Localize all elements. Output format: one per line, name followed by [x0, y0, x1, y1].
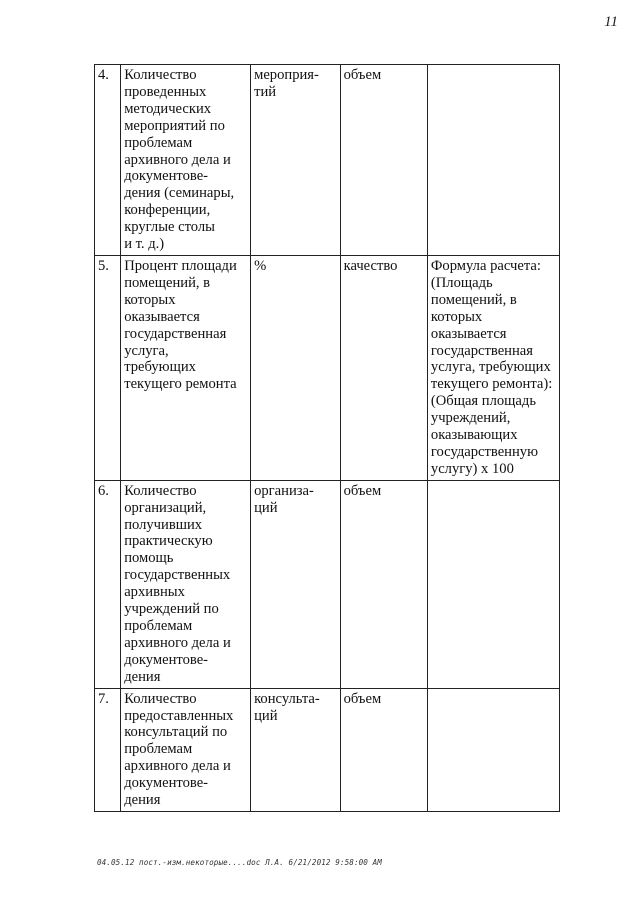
unit-of-measure: мероприя- тий	[254, 67, 319, 100]
table-row	[95, 480, 560, 688]
indicator-name: Процент площади помещений, в которых оказывается государственная услуга, требующих текущего ремонта	[124, 257, 237, 393]
indicator-type-cell	[340, 65, 427, 256]
table-row	[95, 65, 560, 256]
unit-cell	[251, 688, 341, 811]
indicator-name-cell	[121, 480, 251, 688]
formula-cell	[427, 255, 559, 480]
indicators-table	[94, 64, 560, 812]
indicator-type: объем	[343, 482, 382, 499]
formula: Формула расчета: (Площадь помещений, в которых оказывается государственная услуга, требующих текущего ремонта): (Общая площадь учреждений, оказывающих государственную услугу) х 100	[430, 257, 553, 477]
table-row	[95, 688, 560, 811]
unit-of-measure: консульта- ций	[254, 690, 320, 724]
indicator-type-cell	[340, 688, 427, 811]
indicator-name: Количество проведенных методических мероприятий по проблемам архивного дела и документове- дения (семинары, конференции, круглые столы и т. д.)	[124, 67, 235, 253]
document-footer: 04.05.12 пост.-изм.некоторые....doc Л.А. 6/21/2012 9:58:00 AM	[97, 858, 382, 867]
table-row	[95, 255, 560, 480]
row-number: 7.	[98, 690, 109, 707]
indicator-type-cell	[340, 480, 427, 688]
indicator-type: объем	[343, 67, 382, 83]
row-number: 6.	[98, 482, 109, 499]
formula-cell	[427, 688, 559, 811]
indicator-name: Количество предоставленных консультаций по проблемам архивного дела и документове- дения	[124, 690, 234, 809]
indicator-name: Количество организаций, получивших практическую помощь государственных архивных учреждений по проблемам архивного дела и документове- дения	[124, 482, 231, 685]
page-number: 11	[604, 14, 618, 30]
indicator-name-cell	[121, 255, 251, 480]
unit-of-measure: организа- ций	[254, 482, 314, 516]
row-number-cell	[95, 480, 121, 688]
formula-cell	[427, 480, 559, 688]
formula-cell	[427, 65, 559, 256]
unit-of-measure: %	[254, 257, 267, 274]
row-number-cell	[95, 65, 121, 256]
row-number-cell	[95, 688, 121, 811]
row-number: 5.	[98, 257, 109, 274]
unit-cell	[251, 255, 341, 480]
unit-cell	[251, 65, 341, 256]
indicator-name-cell	[121, 65, 251, 256]
indicator-name-cell	[121, 688, 251, 811]
indicator-type-cell	[340, 255, 427, 480]
indicator-type: качество	[343, 257, 398, 274]
row-number-cell	[95, 255, 121, 480]
indicator-type: объем	[343, 690, 382, 707]
unit-cell	[251, 480, 341, 688]
row-number: 4.	[98, 67, 109, 83]
